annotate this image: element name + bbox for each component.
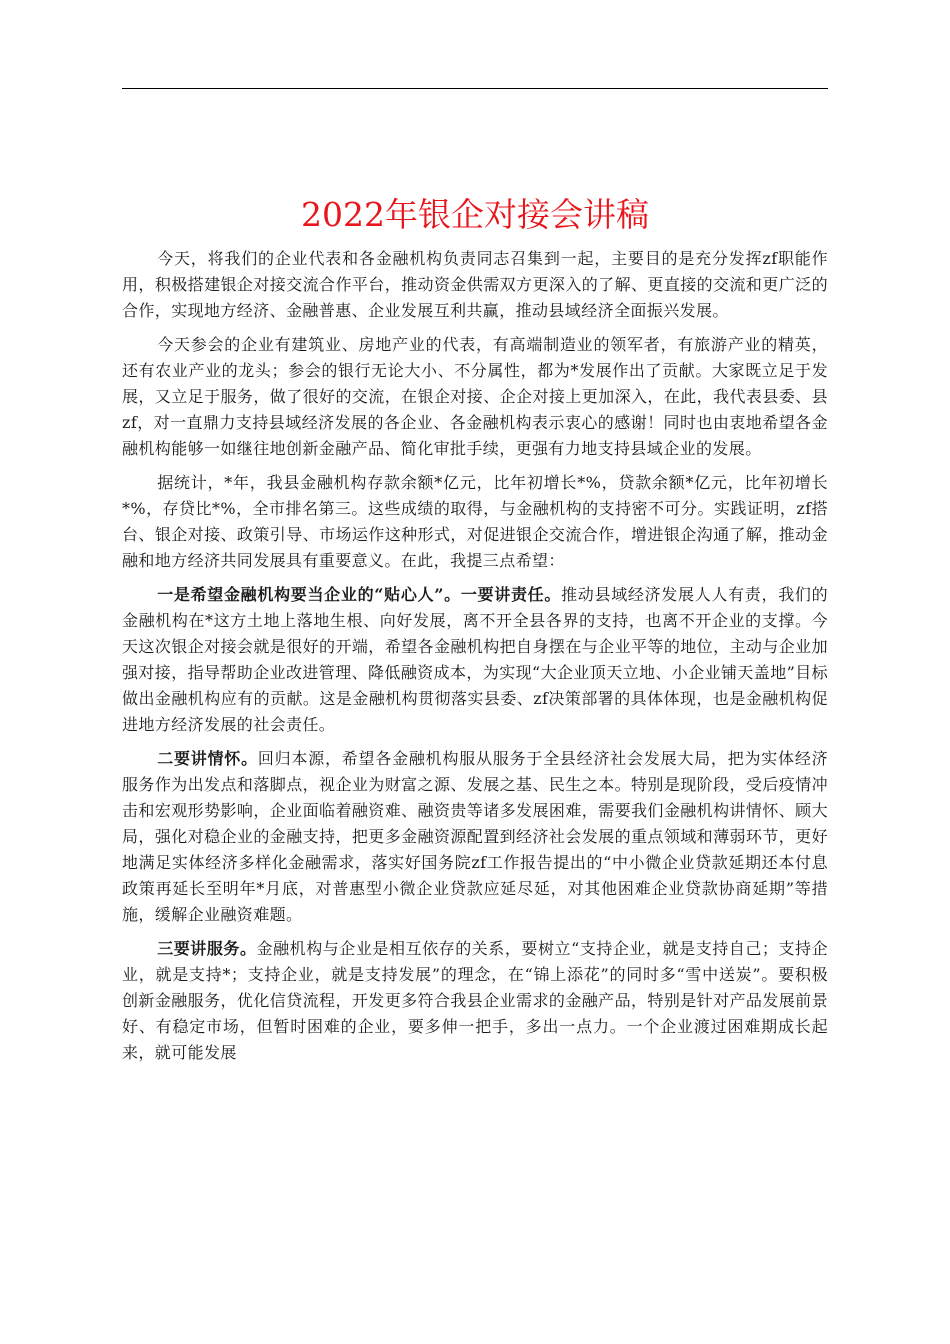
paragraph-4 (122, 582, 828, 738)
paragraph-text: 据统计，*年，我县金融机构存款余额*亿元，比年初增长*%，贷款余额*亿元，比年初增长*%，存贷比*%，全市排名第三。这些成绩的取得，与金融机构的支持密不可分。实践证明，zf搭台、银企对接、政策引导、市场运作这种形式，对促进银企交流合作，增进银企沟通了解，推动金融和地方经济共同发展具有重要意义。在此，我提三点希望： (122, 473, 828, 570)
paragraph-lead: 三要讲服务。 (157, 939, 257, 958)
paragraph-text: 回归本源，希望各金融机构服从服务于全县经济社会发展大局，把为实体经济服务作为出发点和落脚点，视企业为财富之源、发展之基、民生之本。特别是现阶段，受后疫情冲击和宏观形势影响，企业面临着融资难、融资贵等诸多发展困难，需要我们金融机构讲情怀、顾大局，强化对稳企业的金融支持，把更多金融资源配置到经济社会发展的重点领域和薄弱环节，更好地满足实体经济多样化金融需求，落实好国务院zf工作报告提出的“中小微企业贷款延期还本付息政策再延长至明年*月底，对普惠型小微企业贷款应延尽延，对其他困难企业贷款协商延期”等措施，缓解企业融资难题。 (122, 749, 828, 924)
paragraph-lead: 一是希望金融机构要当企业的“贴心人”。一要讲责任。 (157, 585, 562, 604)
header-rule (122, 88, 828, 89)
paragraph-6 (122, 936, 828, 1066)
paragraph-lead: 二要讲情怀。 (157, 749, 258, 768)
paragraph-1 (122, 246, 828, 324)
document-title: 2022年银企对接会讲稿 (301, 195, 649, 234)
paragraph-text: 金融机构与企业是相互依存的关系，要树立“支持企业，就是支持自己；支持企业，就是支持*；支持企业，就是支持发展”的理念，在“锦上添花”的同时多“雪中送炭”。要积极创新金融服务，优化信贷流程，开发更多符合我县企业需求的金融产品，特别是针对产品发展前景好、有稳定市场，但暂时困难的企业，要多伸一把手，多出一点力。一个企业渡过困难期成长起来，就可能发展 (122, 939, 828, 1062)
paragraph-2 (122, 332, 828, 462)
paragraph-text: 推动县域经济发展人人有责，我们的金融机构在*这方土地上落地生根、向好发展，离不开全县各界的支持，也离不开企业的支撑。今天这次银企对接会就是很好的开端，希望各金融机构把自身摆在与企业平等的地位，主动与企业加强对接，指导帮助企业改进管理、降低融资成本，为实现“大企业顶天立地、小企业铺天盖地”目标做出金融机构应有的贡献。这是金融机构贯彻落实县委、zf决策部署的具体体现，也是金融机构促进地方经济发展的社会责任。 (122, 585, 828, 734)
paragraph-3 (122, 470, 828, 574)
document-body (122, 246, 828, 1074)
paragraph-text: 今天，将我们的企业代表和各金融机构负责同志召集到一起，主要目的是充分发挥zf职能作用，积极搭建银企对接交流合作平台，推动资金供需双方更深入的了解、更直接的交流和更广泛的合作，实现地方经济、金融普惠、企业发展互利共赢，推动县域经济全面振兴发展。 (122, 249, 828, 320)
paragraph-text: 今天参会的企业有建筑业、房地产业的代表，有高端制造业的领军者，有旅游产业的精英，还有农业产业的龙头；参会的银行无论大小、不分属性，都为*发展作出了贡献。大家既立足于发展，又立足于服务，做了很好的交流，在银企对接、企企对接上更加深入，在此，我代表县委、县zf，对一直鼎力支持县域经济发展的各企业、各金融机构表示衷心的感谢！同时也由衷地希望各金融机构能够一如继往地创新金融产品、简化审批手续，更强有力地支持县域企业的发展。 (122, 335, 828, 458)
paragraph-5 (122, 746, 828, 928)
